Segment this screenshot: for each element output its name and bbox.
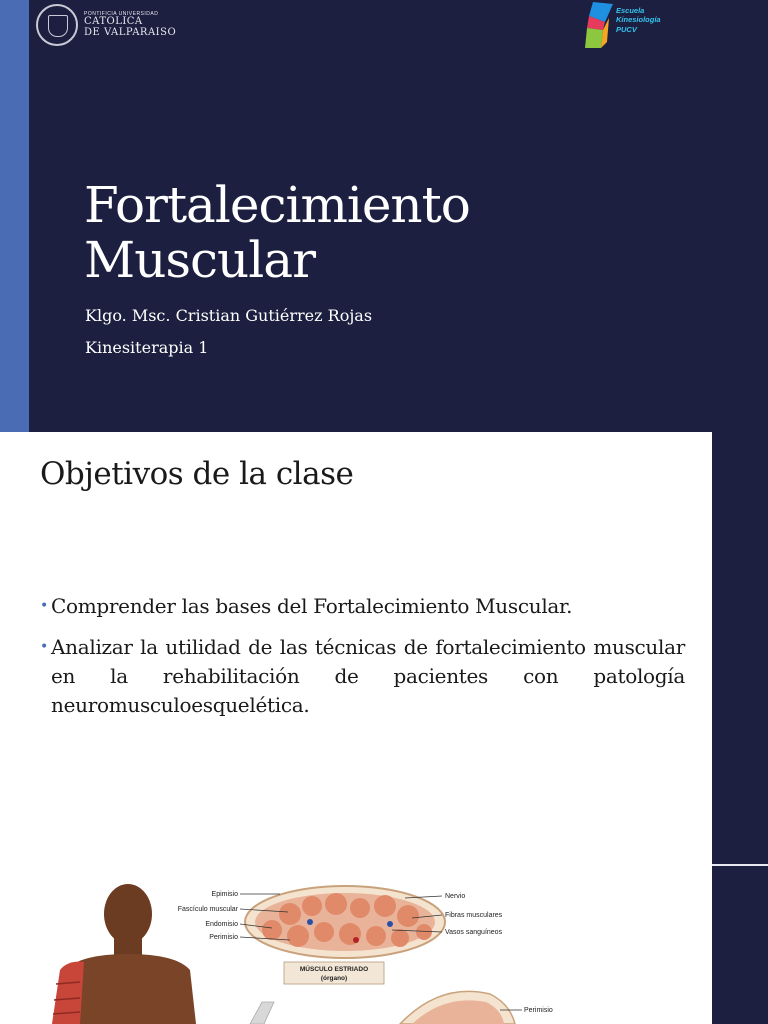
figure-label-left: Endomisio	[205, 921, 238, 928]
figure-caption-title: MÚSCULO ESTRIADO	[299, 966, 369, 973]
figure-label-bottom: Perimisio	[524, 1007, 553, 1014]
bullet-icon: •	[40, 639, 48, 655]
objectives-list	[40, 592, 685, 732]
school-logo-line2: Kinesiología	[616, 15, 661, 25]
figure-label-right: Vasos sanguíneos	[445, 929, 503, 936]
human-figure-icon	[52, 884, 196, 1024]
slide-accent-bar	[0, 0, 29, 432]
figure-label-left: Epimisio	[211, 891, 238, 898]
slide-right-band-divider	[712, 864, 768, 866]
figure-caption-subtitle: (órgano)	[320, 975, 348, 982]
university-seal-icon	[36, 4, 78, 46]
school-logo-line1: Escuela	[616, 6, 645, 15]
objectives-slide	[0, 432, 768, 1024]
objective-item	[40, 633, 685, 720]
author-name: Klgo. Msc. Cristian Gutiérrez Rojas	[85, 306, 373, 325]
figure-connector-icon	[250, 1002, 274, 1024]
university-logo-line3: DE VALPARAISO	[84, 26, 177, 38]
muscle-cross-section-icon	[245, 886, 445, 958]
muscle-anatomy-figure	[40, 874, 660, 1024]
slide-right-band	[712, 432, 768, 1024]
title-slide	[0, 0, 768, 432]
course-name: Kinesiterapia 1	[85, 338, 209, 357]
university-logo-line2: CATOLICA	[84, 16, 143, 28]
objectives-title: Objetivos de la clase	[40, 456, 354, 492]
figure-label-right: Nervio	[445, 893, 466, 900]
title-line-1: Fortalecimiento	[84, 176, 470, 234]
objective-item	[40, 592, 685, 621]
objective-text: Comprender las bases del Fortalecimiento Muscular.	[51, 594, 573, 618]
figure-label-right: Fibras musculares	[445, 912, 503, 919]
school-logo-line3: PUCV	[616, 24, 637, 34]
figure-label-left: Perimisio	[209, 934, 238, 941]
objective-text: Analizar la utilidad de las técnicas de fortalecimiento muscular en la rehabilitación de pacientes con patología neuromusculoesquelética.	[51, 635, 685, 717]
university-logo-line1: PONTIFICIA UNIVERSIDAD	[84, 10, 159, 17]
presentation-title	[84, 178, 470, 288]
bullet-icon: •	[40, 598, 48, 614]
title-line-2: Muscular	[84, 231, 315, 289]
figure-label-left: Fascículo muscular	[177, 906, 238, 913]
kinesiologia-logo-text	[616, 6, 661, 34]
university-logo	[36, 4, 176, 46]
